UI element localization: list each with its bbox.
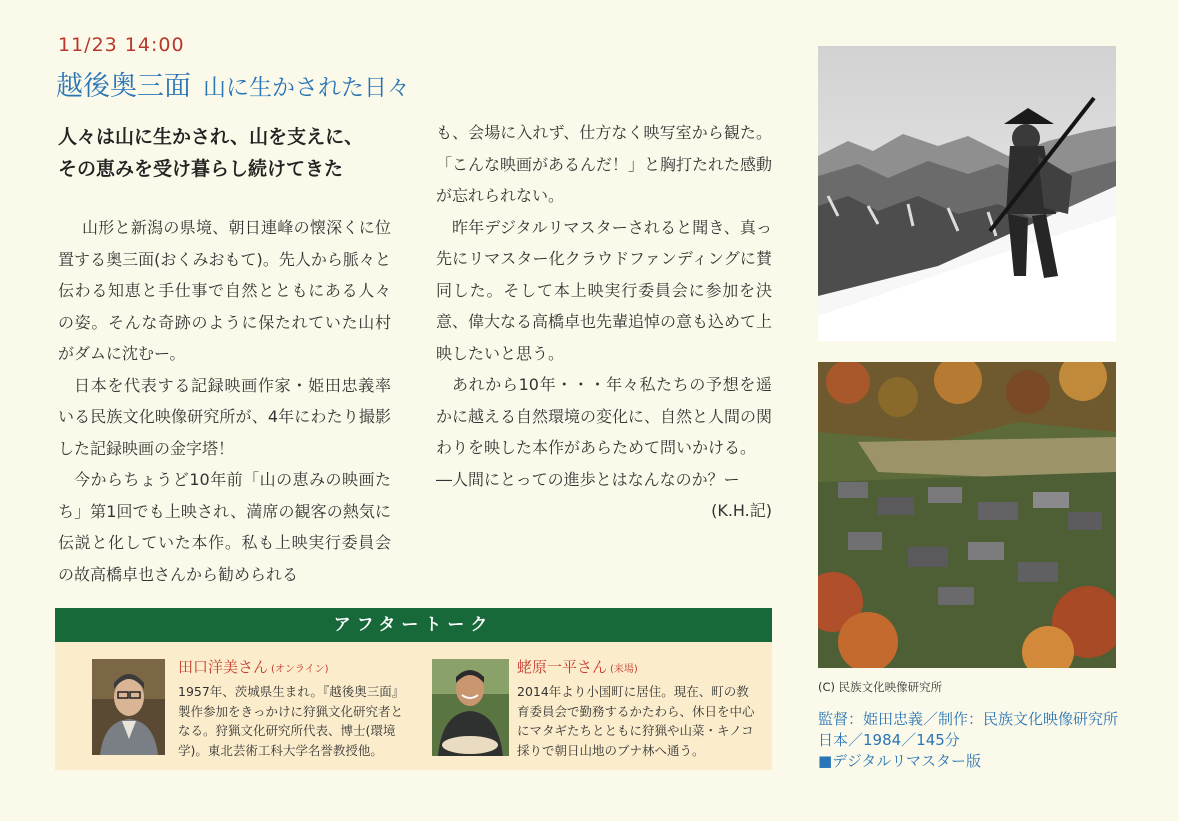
body-paragraph: も、会場に入れず、仕方なく映写室から観た。「こんな映画があるんだ！」と胸打たれた感動が忘れられない。	[436, 123, 773, 205]
guest-name-ebihara	[517, 656, 638, 677]
guest-photo-taguchi	[92, 659, 165, 755]
director-producer: 監督：姫田忠義／制作：民族文化映像研究所	[818, 710, 1119, 728]
guest-name-label: 蛯原一平さん	[517, 658, 608, 676]
screening-datetime: 11/23 14:00	[58, 34, 185, 56]
body-paragraph: 日本を代表する記録映画作家・姫田忠義率いる民族文化映像研究所が、4年にわたり撮影した記録映画の金字塔！	[58, 375, 391, 458]
guest-attendance-tag: (来場)	[610, 664, 638, 675]
body-paragraph: あれから10年・・・年々私たちの予想を遥かに越える自然環境の変化に、自然と人間の関わりを映した本作があらためて問いかける。	[436, 375, 773, 457]
guest-attendance-tag: (オンライン)	[271, 664, 329, 675]
photo-village-autumn	[818, 362, 1116, 668]
country-year-runtime: 日本／1984／145分	[818, 731, 960, 749]
guest-bio-ebihara: 2014年より小国町に居住。現在、町の教育委員会で勤務するかたわら、休日を中心にマタギたちとともに狩猟や山菜・キノコ採りで朝日山地のブナ林へ通う。	[517, 684, 755, 758]
guest-name-label: 田口洋美さん	[178, 658, 269, 676]
body-paragraph: 昨年デジタルリマスターされると聞き、真っ先にリマスター化クラウドファンディングに賛同した。そして本上映実行委員会に参加を決意、偉大なる高橋卓也先輩追悼の意も込めて上映したいと思う。	[436, 217, 773, 363]
body-column-right	[436, 117, 772, 527]
lead-copy	[58, 121, 418, 185]
lead-line-2: その恵みを受け暮らし続けてきた	[58, 158, 344, 180]
film-title	[56, 64, 410, 103]
body-column-left	[58, 212, 391, 590]
film-staff-info	[818, 709, 1118, 772]
body-question: ―人間にとっての進歩とはなんなのか？ー	[436, 469, 740, 489]
guest-name-taguchi	[178, 656, 329, 677]
film-title-main: 越後奥三面	[56, 71, 191, 102]
film-title-sub: 山に生かされた日々	[203, 75, 410, 101]
guest-photo-ebihara	[432, 659, 509, 756]
photo-copyright: (C) 民族文化映像研究所	[818, 680, 943, 694]
after-talk-heading: アフタートーク	[55, 608, 772, 642]
photo-hunter-snow-mountain	[818, 46, 1116, 341]
lead-line-1: 人々は山に生かされ、山を支えに、	[58, 126, 364, 148]
body-paragraph: 山形と新潟の県境、朝日連峰の懐深くに位置する奥三面(おくみおもて)。先人から脈々と伝わる知恵と手仕事で自然とともにある人々の姿。そんな奇跡のように保たれていた山村がダムに沈むー。	[58, 218, 391, 363]
body-paragraph: 今からちょうど10年前「山の恵みの映画たち」第1回でも上映され、満席の観客の熱気に伝説と化していた本作。私も上映実行委員会の故高橋卓也さんから勧められる	[58, 470, 391, 584]
author-credit: (K.H.記)	[711, 501, 772, 520]
guest-bio-taguchi: 1957年、茨城県生まれ。『越後奥三面』製作参加をきっかけに狩猟文化研究者となる。狩猟文化研究所代表、博士(環境学)。東北芸術工科大学名誉教授他。	[178, 684, 405, 758]
remaster-note: ■デジタルリマスター版	[818, 752, 981, 770]
